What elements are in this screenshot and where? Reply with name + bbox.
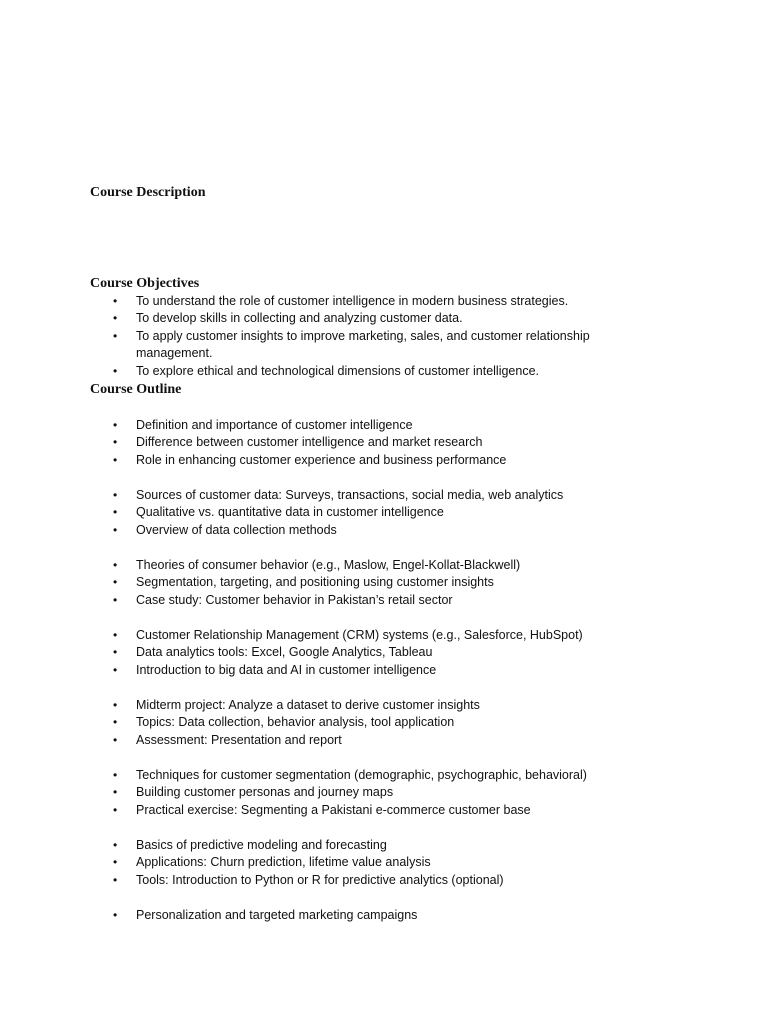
list-item: • Practical exercise: Segmenting a Pakistani e-commerce customer base (0, 802, 768, 819)
objectives-list (0, 293, 768, 380)
outline-group-8 (0, 907, 768, 924)
bullet-icon: • (113, 785, 118, 800)
list-item: • To explore ethical and technological dimensions of customer intelligence. (0, 363, 768, 380)
bullet-icon: • (113, 768, 118, 782)
bullet-icon: • (113, 575, 118, 590)
list-item: • Customer Relationship Management (CRM) systems (e.g., Salesforce, HubSpot) (0, 627, 768, 644)
list-item: • Personalization and targeted marketing campaigns (0, 907, 768, 924)
list-item: • To understand the role of customer intelligence in modern business strategies. (0, 293, 768, 310)
bullet-icon: • (113, 872, 118, 887)
bullet-icon: • (113, 488, 118, 502)
list-item: • Data analytics tools: Excel, Google Analytics, Tableau (0, 644, 768, 661)
list-item: • Overview of data collection methods (0, 522, 768, 539)
course-outline-heading: Course Outline (90, 382, 182, 397)
bullet-icon: • (113, 311, 118, 326)
bullet-icon: • (113, 662, 118, 677)
list-item: • Assessment: Presentation and report (0, 732, 768, 749)
list-item: • Definition and importance of customer intelligence (0, 417, 768, 434)
list-item: • Qualitative vs. quantitative data in customer intelligence (0, 504, 768, 521)
bullet-icon: • (113, 418, 118, 432)
bullet-icon: • (113, 802, 118, 817)
course-objectives-heading: Course Objectives (90, 276, 200, 291)
list-item: • Applications: Churn prediction, lifetime value analysis (0, 854, 768, 871)
bullet-icon: • (113, 855, 118, 870)
bullet-icon: • (113, 732, 118, 747)
bullet-icon: • (113, 294, 118, 308)
bullet-icon: • (113, 628, 118, 642)
course-description-heading: Course Description (90, 185, 206, 200)
list-item: • Case study: Customer behavior in Pakistan’s retail sector (0, 592, 768, 609)
bullet-icon: • (113, 363, 118, 378)
list-item: • Role in enhancing customer experience and business performance (0, 452, 768, 469)
list-item: • Difference between customer intelligence and market research (0, 434, 768, 451)
list-item: • Tools: Introduction to Python or R for predictive analytics (optional) (0, 872, 768, 889)
outline-group-6 (0, 767, 768, 819)
outline-group-4 (0, 627, 768, 679)
bullet-icon: • (113, 592, 118, 607)
list-item: • Midterm project: Analyze a dataset to derive customer insights (0, 697, 768, 714)
bullet-icon: • (113, 715, 118, 730)
bullet-icon: • (113, 698, 118, 712)
bullet-icon: • (113, 505, 118, 520)
list-item: • To apply customer insights to improve marketing, sales, and customer relationship management. (113, 328, 590, 361)
outline-group-5 (0, 697, 768, 749)
list-item: • Topics: Data collection, behavior analysis, tool application (0, 714, 768, 731)
bullet-icon: • (113, 452, 118, 467)
outline-group-1 (0, 417, 768, 469)
bullet-icon: • (113, 908, 118, 922)
outline-group-2 (0, 487, 768, 539)
bullet-icon: • (113, 838, 118, 852)
list-item: • Building customer personas and journey maps (0, 784, 768, 801)
bullet-icon: • (113, 558, 118, 572)
bullet-icon: • (113, 645, 118, 660)
list-item: • Introduction to big data and AI in customer intelligence (0, 662, 768, 679)
list-item: • Sources of customer data: Surveys, transactions, social media, web analytics (0, 487, 768, 504)
bullet-icon: • (113, 435, 118, 450)
outline-group-3 (0, 557, 768, 609)
outline-group-7 (0, 837, 768, 889)
bullet-icon: • (113, 522, 118, 537)
list-item: • Basics of predictive modeling and forecasting (0, 837, 768, 854)
bullet-icon: • (113, 328, 118, 343)
list-item: • Theories of consumer behavior (e.g., Maslow, Engel-Kollat-Blackwell) (0, 557, 768, 574)
list-item: • To develop skills in collecting and analyzing customer data. (0, 310, 768, 327)
list-item: • Techniques for customer segmentation (demographic, psychographic, behavioral) (0, 767, 768, 784)
list-item: • Segmentation, targeting, and positioning using customer insights (0, 574, 768, 591)
